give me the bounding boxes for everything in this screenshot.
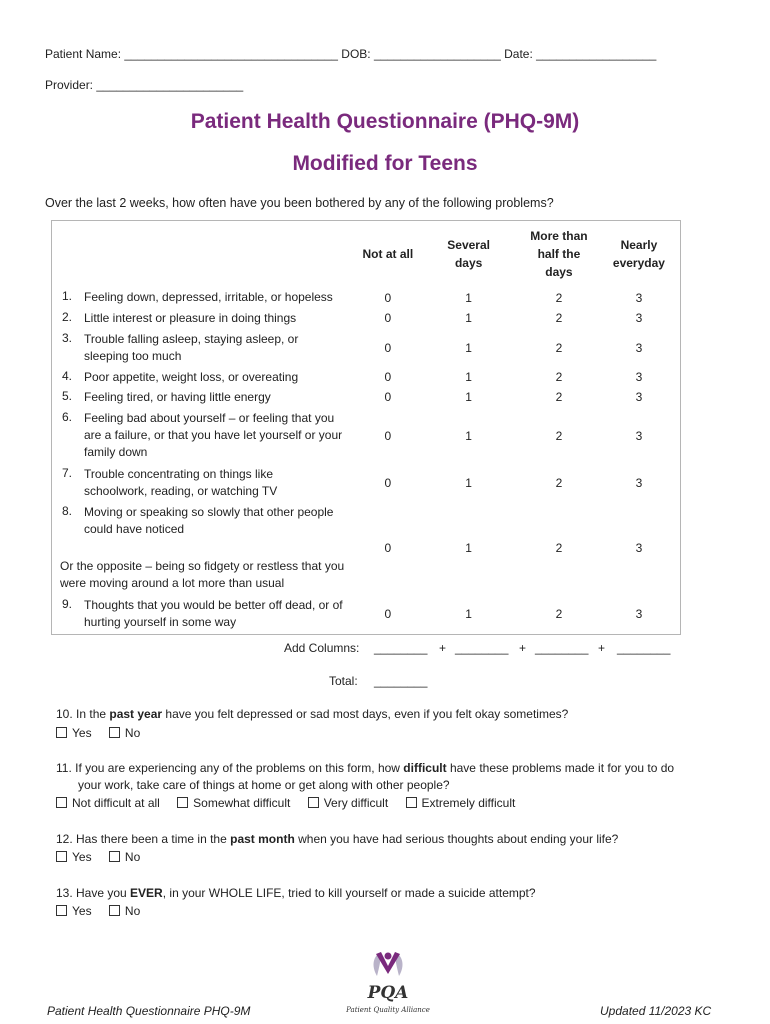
total-label: Total: bbox=[329, 674, 358, 688]
checkbox-icon[interactable] bbox=[56, 727, 67, 738]
item-text: Feeling bad about yourself – or feeling that you are a failure, or that you have let yourself or your family down bbox=[84, 411, 343, 459]
patient-name-field[interactable]: Patient Name: ________________________________ bbox=[45, 47, 338, 61]
score-cell[interactable]: 2 bbox=[555, 390, 563, 404]
option-label: No bbox=[124, 850, 141, 864]
score-cell[interactable]: 2 bbox=[555, 606, 563, 621]
score-cell[interactable]: 3 bbox=[635, 390, 643, 404]
plus-sign: + bbox=[598, 641, 606, 655]
q13-text-end: , in your WHOLE LIFE, tried to kill yourself or made a suicide attempt? bbox=[162, 886, 536, 900]
table-header-row bbox=[52, 221, 681, 288]
score-cell[interactable]: 3 bbox=[635, 290, 643, 305]
checkbox-icon[interactable] bbox=[308, 797, 319, 808]
question-11-line2: your work, take care of things at home or get along with other people? bbox=[78, 778, 450, 792]
score-cell[interactable]: 1 bbox=[465, 606, 472, 621]
score-cell[interactable]: 2 bbox=[555, 476, 563, 490]
form-subtitle: Modified for Teens bbox=[292, 152, 478, 175]
date-field[interactable]: Date: __________________ bbox=[504, 47, 657, 61]
item-text: Little interest or pleasure in doing things bbox=[84, 310, 297, 325]
table-row bbox=[52, 594, 681, 634]
score-cell[interactable]: 0 bbox=[384, 606, 392, 621]
q12-text-end: when you have had serious thoughts about ending your life? bbox=[294, 832, 619, 846]
item-number: 1. bbox=[62, 289, 73, 303]
q10-yes-option[interactable] bbox=[56, 726, 92, 740]
option-label: Somewhat difficult bbox=[193, 796, 291, 810]
score-cell[interactable]: 3 bbox=[635, 340, 643, 355]
dob-field[interactable]: DOB: ___________________ bbox=[341, 47, 501, 61]
table-row bbox=[52, 464, 681, 502]
score-cell[interactable]: 3 bbox=[635, 476, 643, 490]
footer-left: Patient Health Questionnaire PHQ-9M bbox=[47, 1004, 251, 1018]
score-cell[interactable]: 0 bbox=[384, 390, 392, 404]
provider-field[interactable]: Provider: ______________________ bbox=[45, 78, 244, 92]
score-cell[interactable]: 2 bbox=[555, 311, 563, 325]
score-cell[interactable]: 0 bbox=[384, 340, 392, 355]
item-number: 7. bbox=[62, 466, 73, 480]
item-text: Trouble falling asleep, staying asleep, or sleeping too much bbox=[84, 331, 299, 363]
q13-no-option[interactable] bbox=[109, 904, 140, 918]
score-cell[interactable]: 1 bbox=[465, 340, 472, 355]
pqa-logo-icon bbox=[343, 946, 433, 1018]
total-field[interactable]: ________ bbox=[374, 674, 428, 688]
table-row bbox=[52, 367, 681, 387]
option-label: Not difficult at all bbox=[72, 796, 160, 810]
question-12 bbox=[56, 831, 618, 848]
option-label: Very difficult bbox=[323, 796, 389, 810]
option-label: Yes bbox=[72, 904, 92, 918]
instructions: Over the last 2 weeks, how often have you been bothered by any of the following problems? bbox=[45, 196, 554, 210]
score-cell[interactable]: 2 bbox=[555, 290, 563, 305]
svg-text:PQA: PQA bbox=[367, 983, 409, 1003]
q11-option-not-difficult[interactable] bbox=[56, 796, 160, 810]
score-cell[interactable]: 2 bbox=[555, 370, 563, 384]
checkbox-icon[interactable] bbox=[109, 727, 120, 738]
item-number: 5. bbox=[62, 388, 73, 403]
patient-info-line bbox=[45, 47, 656, 61]
checkbox-icon[interactable] bbox=[109, 905, 120, 916]
question-13 bbox=[56, 885, 536, 902]
form-title: Patient Health Questionnaire (PHQ-9M) bbox=[190, 110, 580, 133]
q11-emphasis: difficult bbox=[403, 761, 447, 775]
phq9-table bbox=[51, 220, 681, 635]
score-cell[interactable]: 1 bbox=[465, 390, 472, 404]
col-several-days: Several days bbox=[447, 238, 490, 270]
checkbox-icon[interactable] bbox=[406, 797, 417, 808]
score-cell[interactable]: 3 bbox=[635, 311, 643, 325]
plus-sign: + bbox=[439, 641, 447, 655]
column-sum-field[interactable]: ________ bbox=[374, 641, 428, 655]
q13-yes-option[interactable] bbox=[56, 904, 92, 918]
checkbox-icon[interactable] bbox=[56, 797, 67, 808]
item-text: Feeling tired, or having little energy bbox=[84, 389, 271, 404]
option-label: No bbox=[124, 726, 141, 740]
checkbox-icon[interactable] bbox=[109, 851, 120, 862]
score-cell[interactable]: 0 bbox=[384, 476, 392, 490]
column-sum-field[interactable]: ________ bbox=[617, 641, 671, 655]
score-cell[interactable]: 0 bbox=[384, 311, 392, 325]
score-cell[interactable]: 1 bbox=[465, 428, 472, 443]
table-row bbox=[52, 387, 681, 407]
question-11 bbox=[56, 760, 674, 777]
score-cell[interactable]: 1 bbox=[465, 311, 472, 325]
score-cell[interactable]: 1 bbox=[465, 290, 472, 305]
table-row bbox=[52, 502, 681, 594]
item-text: Thoughts that you would be better off dead, or of hurting yourself in some way bbox=[84, 597, 343, 629]
item-text: Trouble concentrating on things like schoolwork, reading, or watching TV bbox=[84, 467, 278, 498]
score-cell[interactable]: 1 bbox=[465, 541, 472, 555]
option-label: Yes bbox=[72, 726, 92, 740]
score-cell[interactable]: 2 bbox=[555, 340, 563, 355]
q10-no-option[interactable] bbox=[109, 726, 140, 740]
q13-options bbox=[56, 904, 154, 918]
item-text-alternate: Or the opposite – being so fidgety or restless that you were moving around a lot more than usual bbox=[60, 559, 345, 590]
score-cell[interactable]: 2 bbox=[555, 541, 563, 555]
q11-text: 11. If you are experiencing any of the problems on this form, how bbox=[56, 761, 404, 775]
q10-text-end: have you felt depressed or sad most days, even if you felt okay sometimes? bbox=[162, 707, 569, 721]
col-nearly-everyday: Nearly everyday bbox=[612, 238, 665, 270]
add-columns-label: Add Columns: bbox=[284, 641, 360, 655]
table-row bbox=[52, 308, 681, 328]
score-cell[interactable]: 1 bbox=[465, 476, 472, 490]
q13-text: 13. Have you bbox=[56, 886, 131, 900]
table-row bbox=[52, 407, 681, 464]
col-more-than-half: More than half the days bbox=[530, 229, 588, 279]
q11-option-extremely[interactable] bbox=[406, 796, 516, 810]
q10-emphasis: past year bbox=[109, 707, 163, 721]
score-cell[interactable]: 3 bbox=[635, 541, 643, 555]
item-number: 2. bbox=[62, 309, 73, 324]
item-text: Moving or speaking so slowly that other people could have noticed bbox=[84, 505, 334, 536]
item-text: Poor appetite, weight loss, or overeating bbox=[84, 369, 299, 384]
option-label: No bbox=[124, 904, 141, 918]
item-number: 3. bbox=[62, 330, 73, 345]
column-sum-field[interactable]: ________ bbox=[535, 641, 589, 655]
footer-right: Updated 11/2023 KC bbox=[600, 1004, 712, 1018]
col-not-at-all: Not at all bbox=[362, 247, 414, 261]
item-number: 4. bbox=[62, 368, 73, 383]
q10-text: 10. In the bbox=[56, 707, 110, 721]
table-row bbox=[52, 328, 681, 367]
q12-no-option[interactable] bbox=[109, 850, 140, 864]
q11-text-end: have these problems made it for you to do bbox=[446, 761, 675, 775]
score-cell[interactable]: 0 bbox=[384, 370, 392, 384]
plus-sign: + bbox=[519, 641, 527, 655]
svg-text:Patient Quality Alliance: Patient Quality Alliance bbox=[346, 1006, 430, 1014]
q11-option-very[interactable] bbox=[308, 796, 388, 810]
item-number: 9. bbox=[62, 596, 73, 611]
q12-yes-option[interactable] bbox=[56, 850, 92, 864]
checkbox-icon[interactable] bbox=[56, 851, 67, 862]
score-cell[interactable]: 0 bbox=[384, 541, 392, 555]
score-cell[interactable]: 0 bbox=[384, 290, 392, 305]
q10-options bbox=[56, 726, 154, 740]
column-sum-field[interactable]: ________ bbox=[455, 641, 509, 655]
option-label: Yes bbox=[72, 850, 92, 864]
option-label: Extremely difficult bbox=[421, 796, 516, 810]
q12-options bbox=[56, 850, 154, 864]
score-cell[interactable]: 2 bbox=[555, 428, 563, 443]
score-cell[interactable]: 3 bbox=[635, 606, 643, 621]
q12-text: 12. Has there been a time in the bbox=[56, 832, 231, 846]
score-cell[interactable]: 1 bbox=[465, 370, 472, 384]
pqa-logo bbox=[343, 946, 433, 1018]
item-number: 8. bbox=[62, 504, 73, 518]
q13-emphasis: EVER bbox=[130, 886, 163, 900]
q11-option-somewhat[interactable] bbox=[177, 796, 290, 810]
table-row bbox=[52, 287, 681, 308]
item-text: Feeling down, depressed, irritable, or hopeless bbox=[84, 290, 333, 304]
score-cell[interactable]: 3 bbox=[635, 370, 643, 384]
checkbox-icon[interactable] bbox=[56, 905, 67, 916]
item-number: 6. bbox=[62, 410, 73, 424]
score-cell[interactable]: 3 bbox=[635, 428, 643, 443]
checkbox-icon[interactable] bbox=[177, 797, 188, 808]
score-cell[interactable]: 0 bbox=[384, 428, 392, 443]
q11-options bbox=[56, 796, 529, 810]
question-10 bbox=[56, 706, 568, 723]
q12-emphasis: past month bbox=[230, 832, 295, 846]
